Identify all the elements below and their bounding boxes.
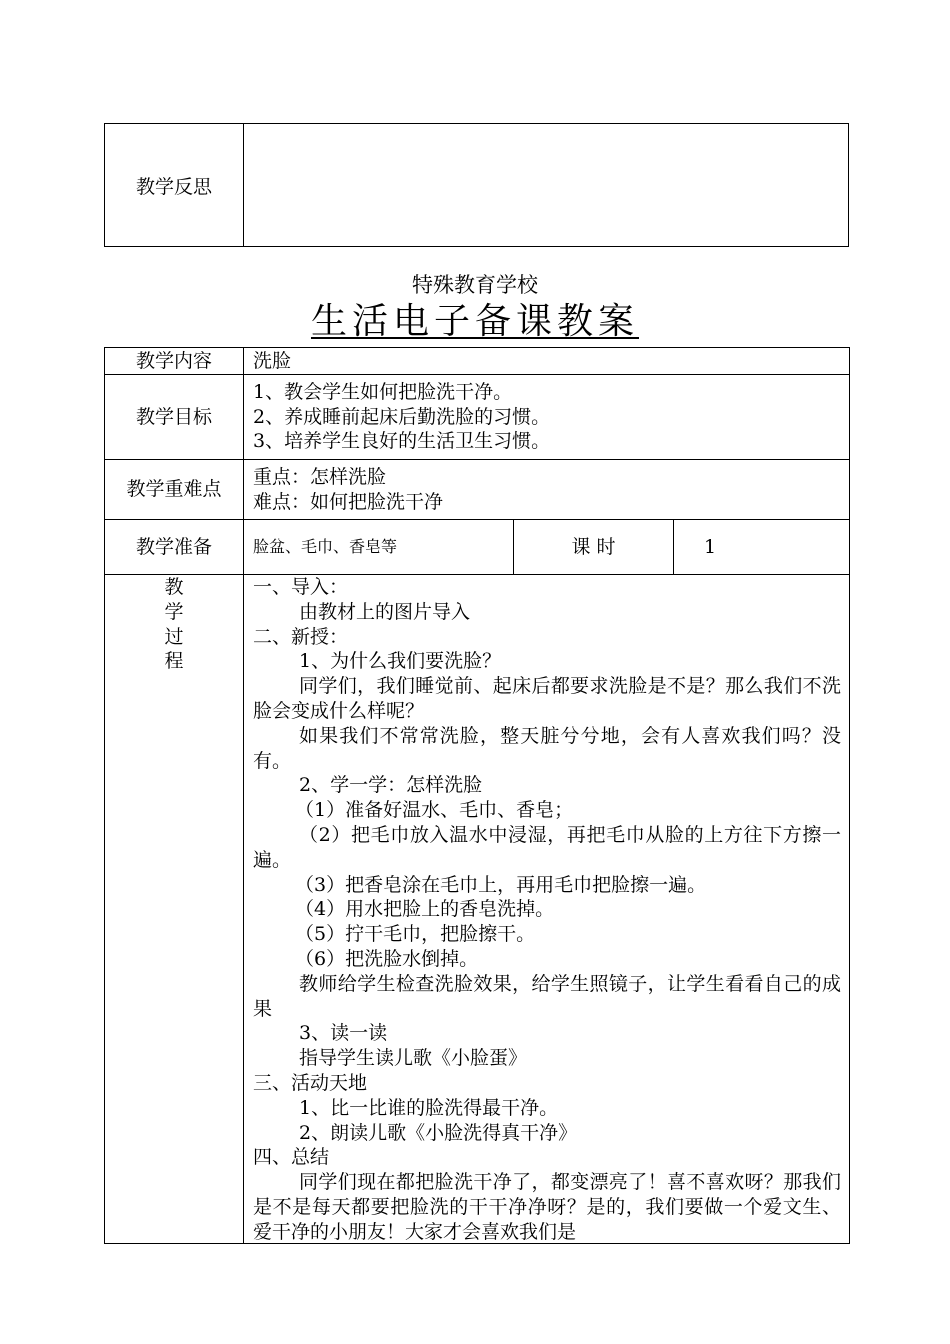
- process-line: 2、学一学：怎样洗脸: [299, 774, 483, 797]
- process-paragraph: 同学们，我们睡觉前、起床后都要求洗脸是不是？那么我们不洗脸会变成什么样呢？: [253, 675, 842, 722]
- goal-item: 2、养成睡前起床后勤洗脸的习惯。: [253, 405, 551, 428]
- step-item: （4）用水把脸上的香皂洗掉。: [295, 898, 555, 921]
- section-heading: 一、导入：: [253, 576, 349, 598]
- goals-list: [244, 375, 850, 460]
- content-label: 教学内容: [105, 348, 244, 375]
- process-label-char: 教: [164, 576, 184, 598]
- prep-label: 教学准备: [105, 520, 244, 575]
- reflection-label: 教学反思: [105, 124, 244, 247]
- keypoint-item: 重点：怎样洗脸: [253, 465, 387, 488]
- content-value: 洗脸: [244, 348, 850, 375]
- hours-value: 1: [674, 520, 850, 575]
- school-name: 特殊教育学校: [412, 273, 538, 297]
- process-label-char: 过: [164, 625, 184, 648]
- process-line: 1、为什么我们要洗脸？: [299, 650, 502, 673]
- process-line: 由教材上的图片导入: [299, 600, 471, 623]
- keypoint-item: 难点：如何把脸洗干净: [253, 490, 444, 513]
- step-item: （5）拧干毛巾，把脸擦干。: [295, 923, 536, 946]
- process-line: 3、读一读: [299, 1022, 388, 1045]
- step-item: （1）准备好温水、毛巾、香皂；: [295, 799, 574, 822]
- step-item: （2）把毛巾放入温水中浸湿，再把毛巾从脸的上方往下方擦一遍。: [253, 823, 842, 871]
- prep-value: 脸盆、毛巾、香皂等: [244, 520, 514, 575]
- process-label-char: 学: [164, 600, 184, 623]
- process-line: 1、比一比谁的脸洗得最干净。: [299, 1096, 559, 1119]
- goal-item: 3、培养学生良好的生活卫生习惯。: [253, 430, 551, 453]
- section-heading: 三、活动天地: [253, 1071, 368, 1094]
- step-item: （3）把香皂涂在毛巾上，再用毛巾把脸擦一遍。: [295, 873, 707, 896]
- reflection-table: [104, 123, 849, 247]
- lesson-plan-table: [104, 347, 850, 1244]
- document-title-text: 生活电子备课教案: [310, 301, 639, 342]
- step-item: （6）把洗脸水倒掉。: [295, 947, 479, 970]
- section-heading: 二、新授：: [253, 625, 349, 648]
- process-line: 指导学生读儿歌《小脸蛋》: [299, 1047, 528, 1070]
- process-label-char: 程: [164, 650, 184, 673]
- section-heading: 四、总结: [253, 1146, 330, 1169]
- goal-item: 1、教会学生如何把脸洗干净。: [253, 380, 513, 403]
- process-line: 2、朗读儿歌《小脸洗得真干净》: [299, 1121, 578, 1144]
- goals-label: 教学目标: [105, 375, 244, 460]
- document-title: [0, 300, 950, 344]
- process-paragraph: 如果我们不常常洗脸，整天脏兮兮地，会有人喜欢我们吗？没有。: [253, 724, 842, 772]
- process-paragraph: 教师给学生检查洗脸效果，给学生照镜子，让学生看看自己的成果: [253, 972, 842, 1020]
- keypoints-label: 教学重难点: [105, 460, 244, 520]
- process-content: [244, 575, 850, 1244]
- process-paragraph: 同学们现在都把脸洗干净了，都变漂亮了！喜不喜欢呀？那我们是不是每天都要把脸洗的干干净净呀？是的，我们要做一个爱文生、爱干净的小朋友！大家才会喜欢我们是: [253, 1171, 842, 1243]
- process-label: [105, 575, 244, 1244]
- hours-label: 课 时: [514, 520, 674, 575]
- reflection-content: [244, 124, 849, 247]
- keypoints-list: [244, 460, 850, 520]
